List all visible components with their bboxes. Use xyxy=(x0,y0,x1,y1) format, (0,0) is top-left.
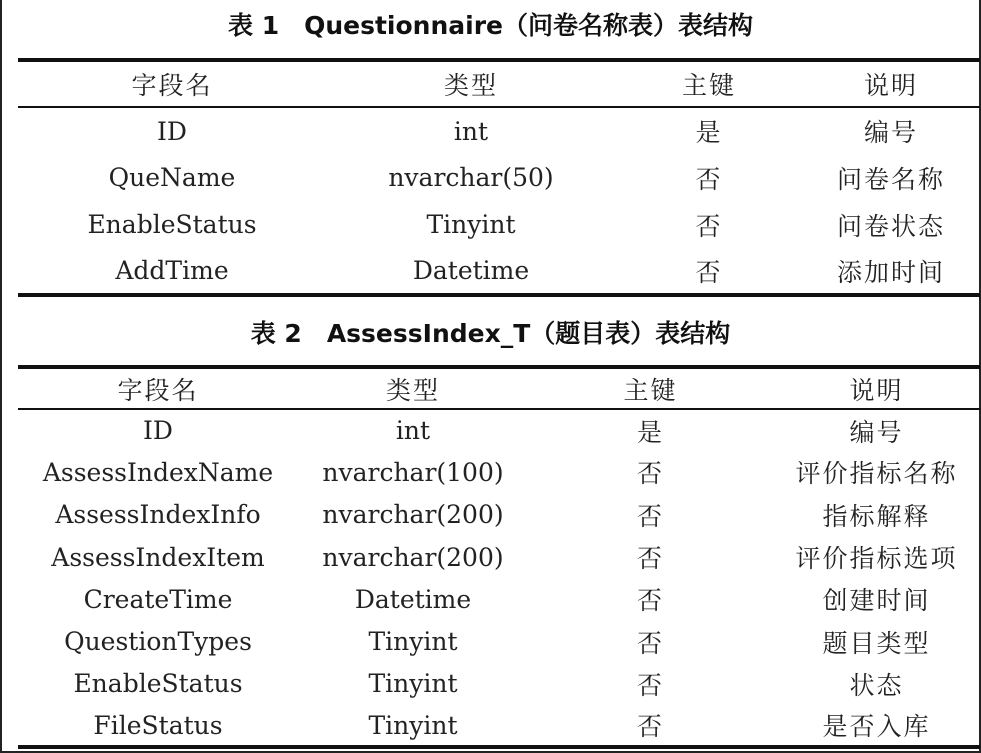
table1-header-field: 字段名 xyxy=(18,60,326,107)
primary-key-cell: 否 xyxy=(636,544,664,574)
type-cell: Datetime xyxy=(354,584,472,614)
primary-key-cell: 否 xyxy=(695,164,723,194)
field-name-cell: CreateTime xyxy=(83,584,233,614)
description-cell: 状态 xyxy=(849,670,904,700)
type-cell: int xyxy=(453,116,489,146)
table2 xyxy=(18,365,980,749)
table-row xyxy=(18,409,980,451)
field-name-cell: ID xyxy=(143,416,173,446)
type-cell: int xyxy=(395,416,431,446)
table2-header-desc: 说明 xyxy=(773,367,980,409)
table-row xyxy=(18,536,980,578)
type-cell: nvarchar(100) xyxy=(322,457,504,487)
type-cell: nvarchar(200) xyxy=(322,500,504,530)
field-name-cell: ID xyxy=(157,116,187,146)
table-row xyxy=(18,578,980,620)
field-name-cell: EnableStatus xyxy=(87,210,257,239)
table2-header-key: 主键 xyxy=(528,367,773,409)
table-row xyxy=(18,705,980,747)
primary-key-cell: 否 xyxy=(636,628,664,658)
primary-key-cell: 否 xyxy=(695,211,723,241)
type-cell: Tinyint xyxy=(368,627,458,657)
description-cell: 创建时间 xyxy=(822,586,931,616)
description-cell: 题目类型 xyxy=(822,628,931,658)
field-name-cell: AssessIndexItem xyxy=(51,542,265,572)
table-row xyxy=(18,663,980,705)
primary-key-cell: 是 xyxy=(695,118,723,147)
table2-caption: 表 2 AssessIndex_T（题目表）表结构 xyxy=(250,319,731,348)
field-name-cell: AssessIndexName xyxy=(42,457,274,487)
type-cell: Tinyint xyxy=(368,669,458,699)
primary-key-cell: 否 xyxy=(636,586,664,616)
primary-key-cell: 否 xyxy=(528,705,773,747)
description-cell: 评价指标选项 xyxy=(795,544,958,574)
table-row xyxy=(18,201,980,248)
table1-header-type: 类型 xyxy=(326,60,616,107)
table-row xyxy=(18,620,980,662)
field-name-cell: QueName xyxy=(108,163,236,192)
field-name-cell: AddTime xyxy=(18,248,326,295)
table1-caption: 表 1 Questionnaire（问卷名称表）表结构 xyxy=(227,11,753,40)
table-row xyxy=(18,494,980,536)
field-name-cell: FileStatus xyxy=(18,705,298,747)
table2-header-row xyxy=(18,367,980,409)
description-cell: 添加时间 xyxy=(802,248,980,295)
table2-header-type: 类型 xyxy=(298,367,528,409)
description-cell: 编号 xyxy=(849,417,904,447)
field-name-cell: QuestionTypes xyxy=(64,627,252,657)
description-cell: 指标解释 xyxy=(822,501,931,531)
table1-header-desc: 说明 xyxy=(802,60,980,107)
type-cell: nvarchar(50) xyxy=(388,163,554,192)
type-cell: Tinyint xyxy=(426,210,516,239)
description-cell: 评价指标名称 xyxy=(795,459,958,489)
field-name-cell: AssessIndexInfo xyxy=(55,500,261,530)
table1-header-row xyxy=(18,60,980,107)
type-cell: nvarchar(200) xyxy=(322,542,504,572)
table-row xyxy=(18,107,980,154)
primary-key-cell: 否 xyxy=(636,459,664,489)
table1 xyxy=(18,58,980,297)
description-cell: 编号 xyxy=(863,118,918,147)
table2-header-field: 字段名 xyxy=(18,367,298,409)
primary-key-cell: 否 xyxy=(636,501,664,531)
description-cell: 是否入库 xyxy=(773,705,980,747)
table1-header-key: 主键 xyxy=(616,60,802,107)
type-cell: Tinyint xyxy=(298,705,528,747)
description-cell: 问卷名称 xyxy=(836,164,945,194)
table-row xyxy=(18,248,980,295)
primary-key-cell: 否 xyxy=(636,670,664,700)
primary-key-cell: 否 xyxy=(616,248,802,295)
primary-key-cell: 是 xyxy=(636,417,664,447)
description-cell: 问卷状态 xyxy=(836,211,945,241)
table-row xyxy=(18,154,980,201)
field-name-cell: EnableStatus xyxy=(73,669,243,699)
type-cell: Datetime xyxy=(326,248,616,295)
table-row xyxy=(18,451,980,493)
